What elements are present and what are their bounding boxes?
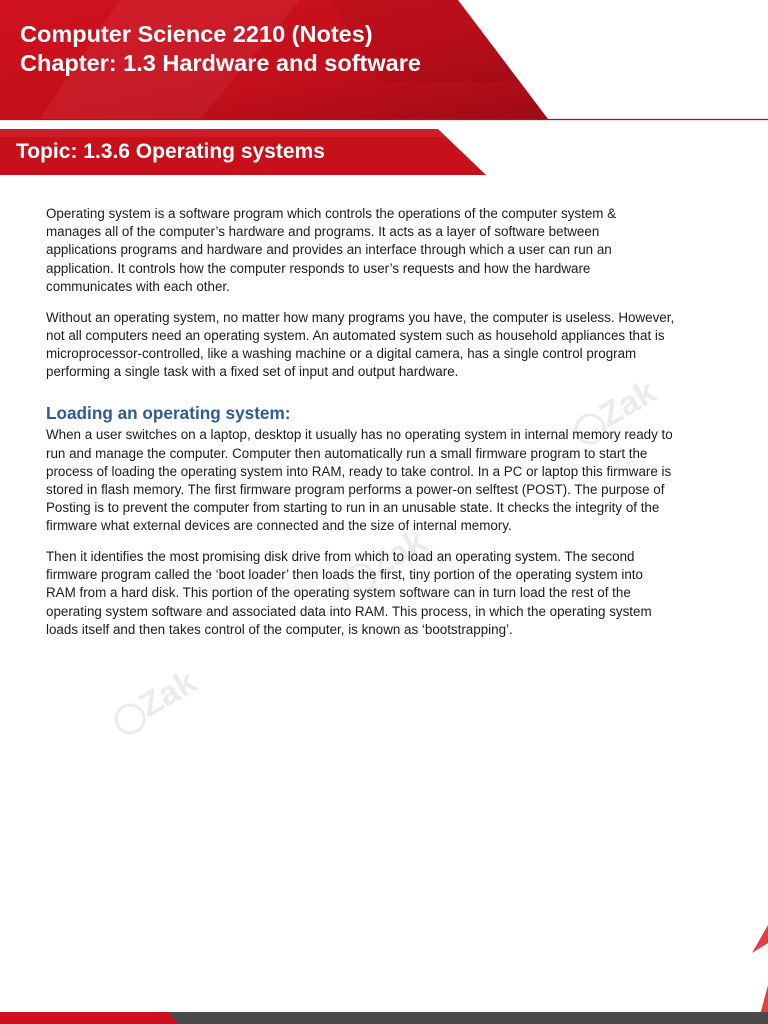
intro-paragraph: Operating system is a software program which controls the operations of the computer system & manages all of the computer’s hardware and programs. It acts as a layer of software between applications programs and hardware and provides an interface through which a user can run an application. It controls how the computer responds to user’s requests and how the hardware communicates with each other. xyxy=(46,206,617,294)
corner-decoration xyxy=(738,925,768,1015)
page-title xyxy=(20,20,421,78)
footer-bar xyxy=(0,1012,768,1024)
watermark-logo xyxy=(100,660,210,740)
main-content xyxy=(46,205,726,652)
course-title: Computer Science 2210 (Notes) xyxy=(20,21,373,47)
chapter-title: Chapter: 1.3 Hardware and software xyxy=(20,50,421,76)
second-paragraph: Without an operating system, no matter how many programs you have, the computer is useless. However, not all computers need an operating system. An automated system such as household appliances that is microprocessor-controlled, like a washing machine or a digital camera, has a single control program performing a single task with a fixed set of input and output hardware. xyxy=(46,309,675,380)
bootstrapping-paragraph: Then it identifies the most promising disk drive from which to load an operating system. The second firmware program called the ‘boot loader’ then loads the first, tiny portion of the operating system into RAM from a hard disk. This portion of the operating system software can in turn load the rest of the operating system software and associated data into RAM. This process, in which the operating system loads itself and then takes control of the computer, is known as ‘bootstrapping’. xyxy=(46,549,652,637)
watermark-text: Zak xyxy=(593,372,663,435)
topic-title: Topic: 1.3.6 Operating systems xyxy=(16,140,325,163)
section-heading: Loading an operating system: xyxy=(46,403,291,424)
loading-paragraph: When a user switches on a laptop, desktop it usually has no operating system in internal memory ready to run and manage the computer. Computer then automatically run a small firmware program to start the process of loading the operating system into RAM, ready to take control. In a PC or laptop this firmware is stored in flash memory. The first firmware program performs a power-on selftest (POST). The purpose of Posting is to prevent the computer from starting to run in an unusable state. It checks the integrity of the firmware what external devices are connected and the size of internal memory. xyxy=(46,427,673,534)
watermark-text: Zak xyxy=(133,662,203,725)
watermark-text: Zak xyxy=(363,522,433,585)
